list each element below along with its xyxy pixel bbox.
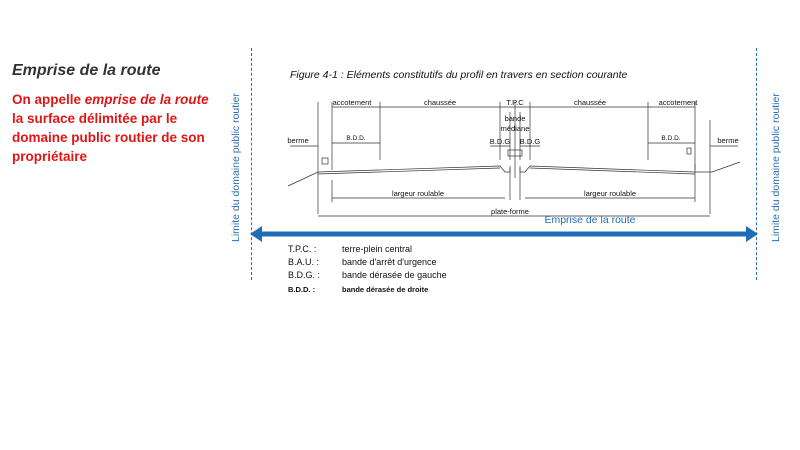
emprise-label: Emprise de la route (544, 214, 636, 226)
label-largeur-right: largeur roulable (583, 189, 637, 198)
label-bdg-right: B.D.G (519, 137, 541, 146)
legend-item: T.P.C. : terre-plein central (288, 244, 413, 254)
label-bande-2: médiane (500, 124, 530, 133)
label-chaussee-right: chaussée (573, 98, 607, 107)
label-berme-left: berme (287, 136, 309, 145)
intro-prefix: On appelle (12, 92, 85, 107)
intro-emphasis: emprise de la route (84, 92, 209, 107)
label-bande-1: bande (504, 114, 526, 123)
legend-item: B.D.D. : bande dérasée de droite (288, 285, 429, 294)
label-bdd-right: B.D.D. (661, 135, 681, 142)
left-boundary-label: Limite du domaine public routier (230, 93, 242, 242)
label-accotement-right: accotement (658, 98, 698, 107)
label-plate-forme: plate-forme (491, 207, 529, 216)
label-tpc: T.P.C (506, 98, 524, 107)
label-bdd-left: B.D.D. (346, 135, 366, 142)
slide-title: Emprise de la route (12, 62, 161, 79)
legend-item: B.A.U. : bande d'arrêt d'urgence (288, 257, 437, 267)
right-boundary-label: Limite du domaine public routier (770, 93, 782, 242)
label-bdg-left: B.D.G (489, 137, 511, 146)
label-berme-right: berme (717, 136, 739, 145)
intro-suffix: la surface délimitée par le domaine public routier de son propriétaire (12, 111, 205, 164)
label-accotement-left: accotement (332, 98, 372, 107)
label-largeur-left: largeur roulable (391, 189, 445, 198)
figure-title: Figure 4-1 : Eléments constitutifs du profil en travers en section courante (290, 69, 628, 81)
emprise-arrow (250, 226, 758, 242)
label-chaussee-left: chaussée (423, 98, 457, 107)
legend-item: B.D.G. : bande dérasée de gauche (288, 270, 447, 280)
